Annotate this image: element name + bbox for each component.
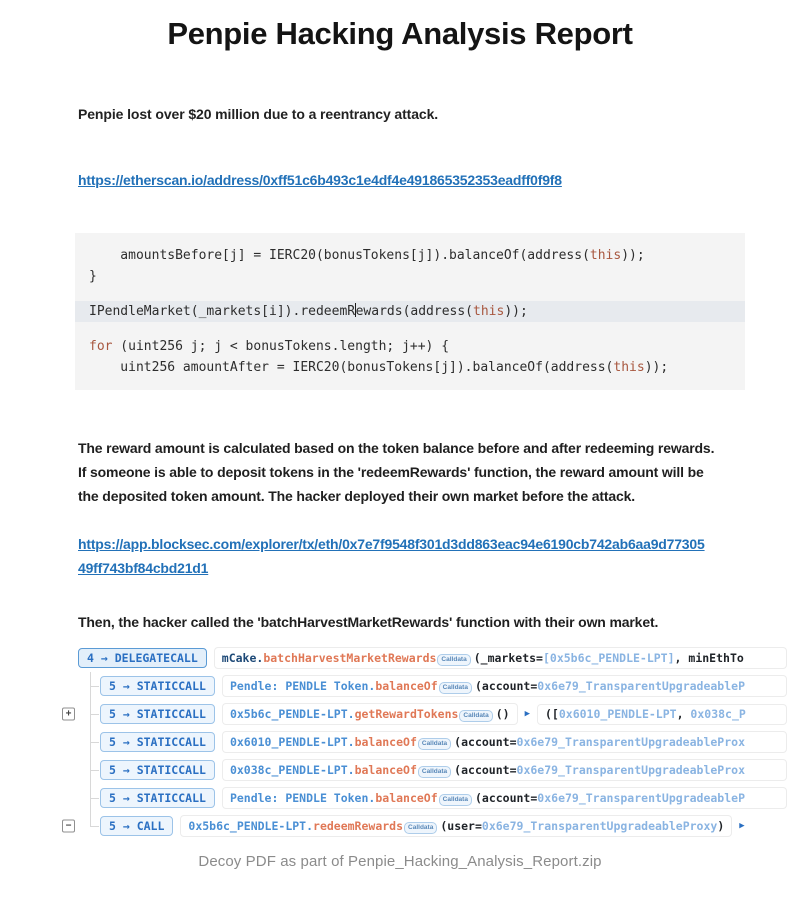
code-segment: ,: [676, 707, 691, 721]
selector-badge: Calldata: [418, 738, 451, 750]
trace-row: [60, 756, 787, 784]
call-type-pill: 5 → CALL: [100, 816, 173, 836]
code-segment: balanceOf: [354, 762, 417, 777]
trace-row: [60, 700, 787, 728]
code-segment: IPendleMarket(_markets[i]).redeemR: [89, 304, 356, 319]
code-segment: =: [509, 762, 517, 777]
call-type-pill: 5 → STATICCALL: [100, 788, 215, 808]
code-line: [75, 245, 745, 266]
code-segment: redeemRewards: [313, 818, 404, 833]
call-type-pill: 5 → STATICCALL: [100, 676, 215, 696]
code-line: [75, 336, 745, 357]
return-arrow-icon: ▶: [739, 821, 745, 831]
code-segment: (: [474, 678, 482, 693]
call-text-cell: [222, 787, 787, 809]
trace-row: [60, 644, 787, 672]
call-trace-table: [60, 644, 787, 840]
trace-row: [60, 784, 787, 812]
call-text-cell: [222, 675, 787, 697]
code-segment: 0x038c_P: [690, 707, 746, 721]
code-segment: ));: [504, 304, 528, 319]
call-text-cell: [214, 647, 787, 669]
code-segment: account: [461, 734, 510, 749]
code-segment: this: [473, 304, 505, 319]
code-segment: getRewardTokens: [354, 706, 459, 721]
trace-row: [60, 812, 787, 840]
trace-row: [60, 728, 787, 756]
code-segment: ));: [621, 248, 645, 263]
code-line-highlighted: [75, 301, 745, 322]
code-segment: }: [89, 269, 97, 284]
code-segment: _markets: [480, 650, 537, 665]
code-segment: 0x6e79_TransparentUpgradeableP: [537, 790, 746, 805]
code-segment: =: [474, 818, 482, 833]
code-segment: user: [447, 818, 475, 833]
code-segment: 0x6010_PENDLE-LPT: [558, 707, 677, 721]
code-segment: this: [589, 248, 622, 263]
code-segment: for: [89, 339, 113, 354]
code-segment: 0x6e79_TransparentUpgradeableProxy: [481, 818, 718, 833]
tree-tick: [90, 770, 99, 771]
tree-tick: [90, 742, 99, 743]
code-segment: 0x5b6c_PENDLE-LPT.: [188, 818, 314, 833]
decoy-caption: Decoy PDF as part of Penpie_Hacking_Analysis_Report.zip: [198, 853, 602, 870]
call-text-cell: [222, 703, 518, 725]
code-segment: 0x038c_PENDLE-LPT.: [229, 762, 355, 777]
code-segment: account: [461, 762, 510, 777]
collapse-toggle-icon[interactable]: −: [62, 820, 75, 833]
code-segment: =: [530, 678, 538, 693]
code-segment: balanceOf: [375, 678, 438, 693]
call-text-cell: [222, 731, 787, 753]
intro-paragraph: Penpie lost over $20 million due to a reentrancy attack.: [78, 106, 439, 122]
tree-tick: [90, 798, 99, 799]
code-line: [75, 322, 745, 336]
selector-badge: Calldata: [404, 822, 437, 834]
tree-tick: [90, 686, 99, 687]
then-paragraph: Then, the hacker called the 'batchHarvestMarketRewards' function with their own market.: [78, 614, 659, 630]
selector-badge: Calldata: [459, 710, 492, 722]
code-segment: (: [454, 734, 462, 749]
blocksec-link[interactable]: https://app.blocksec.com/explorer/tx/eth/0x7e7f9548f301d3dd863eac94e6190cb742ab6aa9d7730549ff743bf84cbd21d1: [78, 536, 705, 576]
code-segment: account: [481, 678, 531, 693]
selector-badge: Calldata: [439, 682, 472, 694]
code-segment: 0x5b6c_PENDLE-LPT.: [229, 706, 355, 721]
code-segment: mCake.: [221, 650, 264, 665]
code-segment: =: [509, 734, 517, 749]
code-segment: (: [474, 790, 482, 805]
code-segment: Pendle: PENDLE Token.: [229, 790, 376, 805]
trace-row: [60, 672, 787, 700]
code-segment: ewards(address(: [355, 304, 474, 319]
code-segment: batchHarvestMarketRewards: [263, 650, 437, 665]
code-segment: this: [613, 360, 645, 375]
code-segment: ([: [545, 707, 559, 721]
call-type-pill: 5 → STATICCALL: [100, 704, 215, 724]
code-segment: (: [454, 762, 462, 777]
call-type-pill: 5 → STATICCALL: [100, 760, 215, 780]
code-line: [75, 266, 745, 287]
code-segment: 0x6e79_TransparentUpgradeableProx: [516, 762, 745, 777]
code-segment: (: [440, 818, 448, 833]
tree-tick: [90, 714, 99, 715]
code-segment: amountsBefore[j] = IERC20(bonusTokens[j]).balanceOf(address(: [89, 248, 590, 263]
code-segment: (uint256 j; j < bonusTokens.length; j++) {: [112, 339, 450, 354]
code-segment: =: [536, 650, 543, 665]
code-segment: ,: [674, 650, 689, 665]
analysis-paragraph: The reward amount is calculated based on the token balance before and after redeeming rewards. If someone is able to deposit tokens in the 'redeemRewards' function, the reward amount will be the deposited token amount. The hacker deployed their own market before the attack.: [78, 440, 715, 504]
code-segment: balanceOf: [375, 790, 438, 805]
code-segment: (: [473, 650, 481, 665]
code-segment: minEthTo: [688, 650, 744, 665]
call-text-cell: [180, 815, 732, 837]
code-segment: ): [717, 818, 725, 833]
solidity-code-block: [75, 233, 745, 390]
page-title: Penpie Hacking Analysis Report: [167, 16, 633, 51]
selector-badge: Calldata: [418, 766, 451, 778]
selector-badge: Calldata: [439, 794, 472, 806]
return-value-cell: [537, 704, 787, 725]
code-segment: 0x6010_PENDLE-LPT.: [229, 734, 355, 749]
code-segment: (): [495, 706, 510, 721]
expand-toggle-icon[interactable]: +: [62, 708, 75, 721]
call-type-pill: 5 → STATICCALL: [100, 732, 215, 752]
etherscan-link[interactable]: https://etherscan.io/address/0xff51c6b493c1e4df4e491865352353eadff0f9f8: [78, 172, 562, 188]
code-segment: 0x6e79_TransparentUpgradeableP: [537, 678, 746, 693]
code-segment: balanceOf: [354, 734, 417, 749]
call-type-pill: 4 → DELEGATECALL: [78, 648, 207, 668]
code-segment: uint256 amountAfter = IERC20(bonusTokens[j]).balanceOf(address(: [89, 360, 614, 375]
code-segment: ));: [644, 360, 669, 375]
selector-badge: Calldata: [437, 654, 470, 666]
code-line: [75, 287, 745, 301]
code-segment: 0x6e79_TransparentUpgradeableProx: [516, 734, 745, 749]
code-segment: [0x5b6c_PENDLE-LPT]: [542, 650, 675, 665]
code-segment: account: [481, 790, 531, 805]
return-arrow-icon: ▶: [524, 709, 530, 719]
code-segment: =: [530, 790, 538, 805]
code-segment: Pendle: PENDLE Token.: [229, 678, 376, 693]
call-text-cell: [222, 759, 787, 781]
tree-tick: [90, 826, 99, 827]
code-line: [75, 357, 745, 378]
